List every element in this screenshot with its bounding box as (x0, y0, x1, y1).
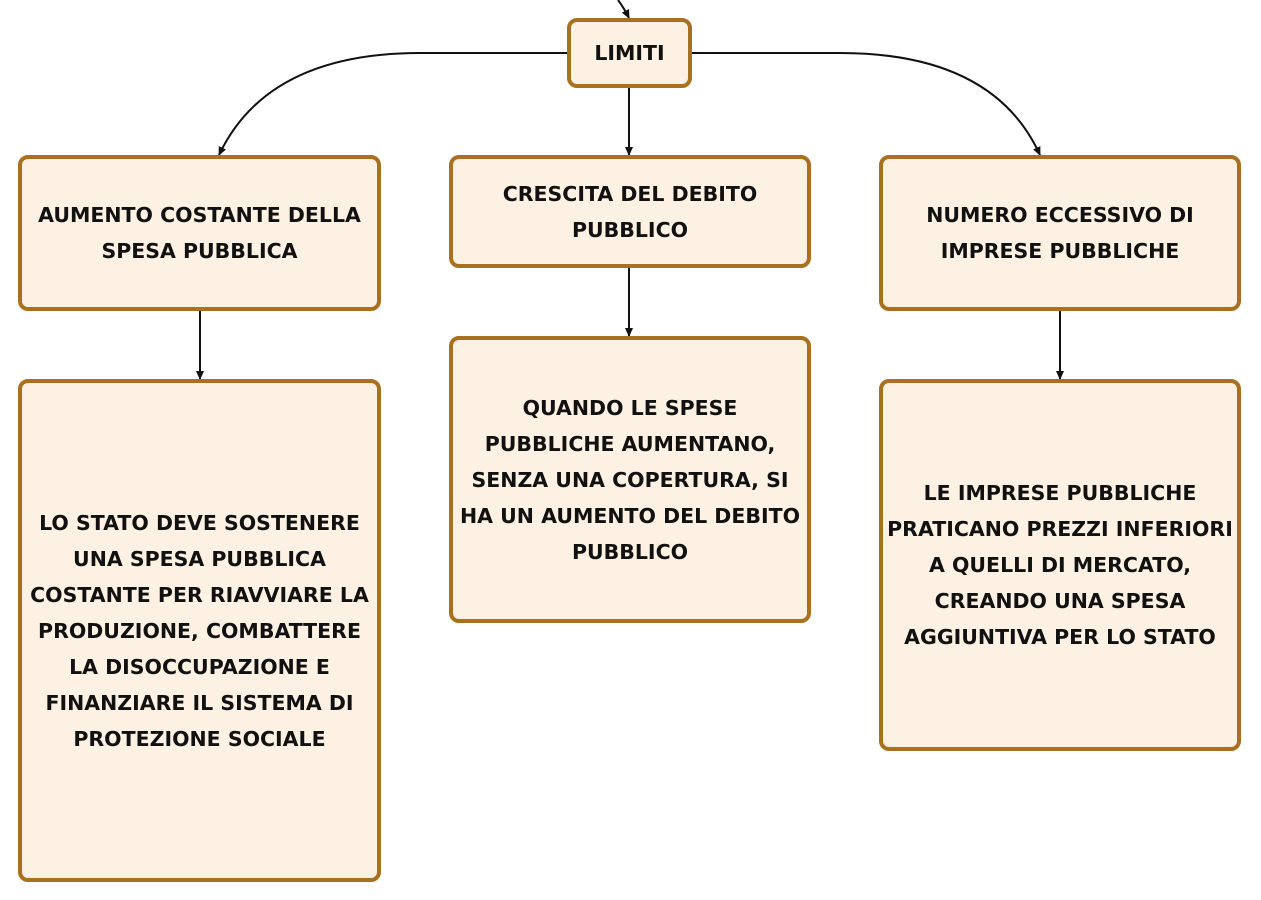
detail-node-text: LE IMPRESE PUBBLICHE PRATICANO PREZZI INFERIORI A QUELLI DI MERCATO, CREANDO UNA SPESA AGGIUNTIVA PER LO STATO (887, 481, 1233, 649)
detail-node-text: QUANDO LE SPESE PUBBLICHE AUMENTANO, SENZA UNA COPERTURA, SI HA UN AUMENTO DEL DEBITO PUBBLICO (460, 395, 800, 564)
root-node-label: LIMITI (594, 41, 665, 65)
branch-node-crescita-debito (449, 155, 811, 268)
incoming-connector (618, 0, 629, 18)
detail-node-spesa-pubblica (18, 379, 381, 882)
connector-limiti-to-aumento (219, 53, 567, 155)
root-node-limiti (567, 18, 692, 88)
detail-node-debito-pubblico (449, 336, 811, 623)
detail-node-imprese-pubbliche (879, 379, 1241, 751)
branch-node-imprese-pubbliche (879, 155, 1241, 311)
branch-node-label: AUMENTO COSTANTE DELLA SPESA PUBBLICA (38, 203, 361, 263)
branch-node-label: CRESCITA DEL DEBITO PUBBLICO (502, 181, 758, 242)
detail-node-text: LO STATO DEVE SOSTENERE UNA SPESA PUBBLICA COSTANTE PER RIAVVIARE LA PRODUZIONE, COMBATTERE LA DISOCCUPAZIONE E FINANZIARE IL SISTEMA DI PROTEZIONE SOCIALE (30, 510, 369, 751)
branch-node-aumento-spesa (18, 155, 381, 311)
connector-limiti-to-numero (692, 53, 1040, 155)
branch-node-label: NUMERO ECCESSIVO DI IMPRESE PUBBLICHE (926, 203, 1194, 263)
